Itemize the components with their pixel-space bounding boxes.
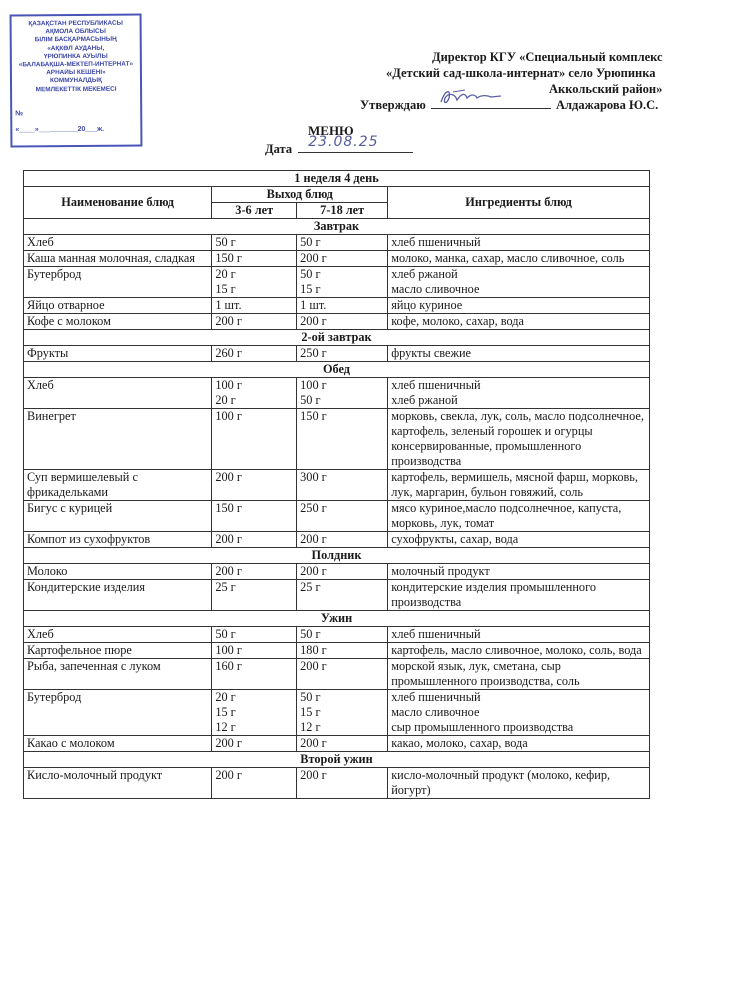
stamp-line: «АҚКӨЛ АУДАНЫ,: [47, 44, 105, 52]
yield-7-18-cell: [297, 267, 388, 298]
yield-7-18-value: 200 г: [300, 314, 327, 328]
yield-7-18-value: 200 г: [300, 251, 327, 265]
dish-name: Каша манная молочная, сладкая: [24, 251, 212, 267]
yield-7-18-cell: [297, 580, 388, 611]
stamp-text: [15, 20, 138, 95]
ingredients-value: хлеб пшеничный: [391, 627, 481, 641]
yield-7-18-value: 25 г: [300, 580, 321, 594]
dish-name: Хлеб: [24, 378, 212, 409]
yield-7-18-value: 300 г: [300, 470, 327, 484]
ingredients-cell: [388, 314, 650, 330]
meal-section-title: Второй ужин: [24, 752, 650, 768]
yield-7-18-cell: [297, 768, 388, 799]
approve-label: Утверждаю: [360, 98, 426, 112]
ingredients-value: морской язык, лук, сметана, сыр промышленного производства, соль: [391, 659, 580, 688]
yield-3-6-value: 200 г: [215, 768, 242, 782]
meal-section-row: [24, 362, 650, 378]
dish-name: Хлеб: [24, 627, 212, 643]
ingredients-column-header: Ингредиенты блюд: [388, 187, 650, 219]
yield-3-6-value: 200 г: [215, 564, 242, 578]
table-row: [24, 532, 650, 548]
table-row: [24, 736, 650, 752]
ingredients-cell: [388, 564, 650, 580]
yield-3-6-cell: [212, 235, 297, 251]
dish-name: Суп вермишелевый с фрикадельками: [24, 470, 212, 501]
yield-3-6-cell: [212, 346, 297, 362]
dish-name: Компот из сухофруктов: [24, 532, 212, 548]
dish-name: Кисло-молочный продукт: [24, 768, 212, 799]
stamp-date: «____»__________20___ж.: [15, 125, 105, 134]
yield-3-6-value: 100 г: [215, 409, 242, 423]
yield-7-18-cell: [297, 643, 388, 659]
yield-3-6-value: 100 г: [215, 643, 242, 657]
yield-3-6-value: 50 г: [215, 235, 236, 249]
yield-3-6-value: 150 г: [215, 501, 242, 515]
signature-line: [431, 96, 551, 109]
ingredients-cell: [388, 409, 650, 470]
dish-column-header: Наименование блюд: [24, 187, 212, 219]
ingredients-cell: [388, 235, 650, 251]
ingredients-value: кондитерские изделия промышленного производства: [391, 580, 596, 609]
ingredients-value: хлеб ржаной: [391, 267, 458, 281]
ingredients-cell: [388, 627, 650, 643]
meal-section-row: [24, 548, 650, 564]
ingredients-value: хлеб ржаной: [391, 393, 458, 407]
ingredients-cell: [388, 532, 650, 548]
yield-3-6-value: 15 г: [215, 282, 236, 296]
yield-3-6-cell: [212, 532, 297, 548]
yield-7-18-cell: [297, 314, 388, 330]
meal-section-title: 2-ой завтрак: [24, 330, 650, 346]
yield-7-18-value: 250 г: [300, 501, 327, 515]
yield-7-18-cell: [297, 659, 388, 690]
yield-7-18-value: 200 г: [300, 736, 327, 750]
yield-7-18-cell: [297, 251, 388, 267]
table-row: [24, 346, 650, 362]
ingredients-value: яйцо куриное: [391, 298, 463, 312]
yield-7-18-cell: [297, 627, 388, 643]
yield-3-6-value: 100 г: [215, 378, 242, 392]
ingredients-cell: [388, 736, 650, 752]
ingredients-value: хлеб пшеничный: [391, 690, 481, 704]
menu-table: [23, 170, 650, 799]
yield-3-6-cell: [212, 409, 297, 470]
ingredients-cell: [388, 768, 650, 799]
dish-name: Картофельное пюре: [24, 643, 212, 659]
dish-name: Молоко: [24, 564, 212, 580]
ingredients-value: фрукты свежие: [391, 346, 472, 360]
yield-3-6-cell: [212, 690, 297, 736]
ingredients-cell: [388, 298, 650, 314]
yield-3-6-value: 200 г: [215, 470, 242, 484]
meal-section-title: Завтрак: [24, 219, 650, 235]
yield-7-18-value: 50 г: [300, 267, 321, 281]
ingredients-cell: [388, 580, 650, 611]
meal-section-row: [24, 752, 650, 768]
yield-3-6-cell: [212, 314, 297, 330]
yield-3-6-cell: [212, 267, 297, 298]
yield-3-6-value: 1 шт.: [215, 298, 242, 312]
yield-3-6-value: 20 г: [215, 393, 236, 407]
yield-7-18-value: 50 г: [300, 393, 321, 407]
page-title: МЕНЮ: [308, 123, 354, 138]
ingredients-cell: [388, 378, 650, 409]
ingredients-value: кисло-молочный продукт (молоко, кефир, йогурт): [391, 768, 611, 797]
header-line-3: Аккольский район»: [549, 82, 663, 96]
yield-3-6-value: 200 г: [215, 314, 242, 328]
ingredients-value: хлеб пшеничный: [391, 378, 481, 392]
age-3-6-header: 3-6 лет: [212, 203, 297, 219]
yield-3-6-cell: [212, 564, 297, 580]
meal-section-title: Обед: [24, 362, 650, 378]
meal-section-row: [24, 611, 650, 627]
ingredients-cell: [388, 267, 650, 298]
ingredients-value: кофе, молоко, сахар, вода: [391, 314, 525, 328]
director-name: Алдажарова Ю.С.: [556, 98, 659, 112]
dish-name: Фрукты: [24, 346, 212, 362]
yield-7-18-value: 200 г: [300, 564, 327, 578]
date-label: Дата: [265, 142, 293, 156]
dish-name: Хлеб: [24, 235, 212, 251]
yield-3-6-cell: [212, 736, 297, 752]
dish-name: Бигус с курицей: [24, 501, 212, 532]
yield-3-6-cell: [212, 378, 297, 409]
yield-7-18-value: 50 г: [300, 235, 321, 249]
yield-3-6-value: 200 г: [215, 532, 242, 546]
yield-3-6-value: 50 г: [215, 627, 236, 641]
dish-name: Кондитерские изделия: [24, 580, 212, 611]
yield-7-18-value: 180 г: [300, 643, 327, 657]
table-row: [24, 627, 650, 643]
approval-line: [360, 96, 658, 113]
table-row: [24, 314, 650, 330]
yield-7-18-cell: [297, 346, 388, 362]
ingredients-cell: [388, 690, 650, 736]
ingredients-cell: [388, 470, 650, 501]
table-row: [24, 267, 650, 298]
ingredients-value: морковь, свекла, лук, соль, масло подсолнечное, картофель, зеленый горошек и огурцы консервированные, промышленного производства: [391, 409, 644, 468]
table-row: [24, 470, 650, 501]
table-row: [24, 298, 650, 314]
yield-7-18-value: 250 г: [300, 346, 327, 360]
stamp-line: «БАЛАБАҚША-МЕКТЕП-ИНТЕРНАТ»: [18, 60, 134, 69]
yield-7-18-value: 200 г: [300, 659, 327, 673]
header-line-1: Директор КГУ «Специальный комплекс: [432, 50, 663, 64]
dish-name: Яйцо отварное: [24, 298, 212, 314]
yield-3-6-cell: [212, 768, 297, 799]
table-row: [24, 251, 650, 267]
table-row: [24, 409, 650, 470]
table-row: [24, 643, 650, 659]
ingredients-value: картофель, масло сливочное, молоко, соль, вода: [391, 643, 642, 657]
yield-3-6-value: 150 г: [215, 251, 242, 265]
table-row: [24, 235, 650, 251]
yield-7-18-cell: [297, 298, 388, 314]
yield-7-18-cell: [297, 409, 388, 470]
yield-7-18-value: 1 шт.: [300, 298, 327, 312]
yield-3-6-cell: [212, 470, 297, 501]
ingredients-value: сыр промышленного производства: [391, 720, 574, 734]
yield-3-6-value: 20 г: [215, 267, 236, 281]
stamp-number: №: [15, 110, 24, 118]
yield-3-6-value: 260 г: [215, 346, 242, 360]
ingredients-value: масло сливочное: [391, 705, 480, 719]
age-7-18-header: 7-18 лет: [297, 203, 388, 219]
yield-3-6-value: 25 г: [215, 580, 236, 594]
dish-name: Бутерброд: [24, 267, 212, 298]
stamp-line: КОММУНАЛДЫҚ: [49, 77, 103, 85]
stamp-line: ҚАЗАҚСТАН РЕСПУБЛИКАСЫ: [28, 19, 123, 28]
stamp-line: ҮРЮПИНКА АУЫЛЫ: [43, 52, 108, 61]
dish-name: Рыба, запеченная с луком: [24, 659, 212, 690]
meal-section-title: Ужин: [24, 611, 650, 627]
ingredients-value: масло сливочное: [391, 282, 480, 296]
ingredients-cell: [388, 659, 650, 690]
yield-7-18-cell: [297, 501, 388, 532]
stamp-line: МЕМЛЕКЕТТІК МЕКЕМЕСІ: [35, 85, 117, 93]
signature-icon: [435, 86, 505, 108]
table-row: [24, 564, 650, 580]
yield-3-6-value: 15 г: [215, 705, 236, 719]
yield-7-18-value: 15 г: [300, 282, 321, 296]
yield-7-18-cell: [297, 736, 388, 752]
yield-3-6-value: 200 г: [215, 736, 242, 750]
ingredients-cell: [388, 643, 650, 659]
date-line: [298, 134, 413, 153]
yield-7-18-cell: [297, 690, 388, 736]
ingredients-cell: [388, 251, 650, 267]
yield-7-18-value: 150 г: [300, 409, 327, 423]
yield-3-6-cell: [212, 251, 297, 267]
ingredients-value: сухофрукты, сахар, вода: [391, 532, 519, 546]
date-value: 23.08.25: [308, 134, 379, 150]
yield-3-6-value: 12 г: [215, 720, 236, 734]
yield-7-18-cell: [297, 470, 388, 501]
yield-7-18-cell: [297, 235, 388, 251]
table-row: [24, 580, 650, 611]
yield-3-6-cell: [212, 501, 297, 532]
yield-7-18-value: 50 г: [300, 690, 321, 704]
yield-3-6-cell: [212, 643, 297, 659]
ingredients-value: хлеб пшеничный: [391, 235, 481, 249]
official-stamp: [10, 14, 143, 148]
yield-7-18-value: 100 г: [300, 378, 327, 392]
yield-3-6-cell: [212, 659, 297, 690]
ingredients-cell: [388, 346, 650, 362]
table-row: [24, 768, 650, 799]
dish-name: Бутерброд: [24, 690, 212, 736]
ingredients-value: молочный продукт: [391, 564, 490, 578]
dish-name: Какао с молоком: [24, 736, 212, 752]
yield-7-18-value: 15 г: [300, 705, 321, 719]
yield-7-18-value: 200 г: [300, 768, 327, 782]
meal-section-row: [24, 330, 650, 346]
yield-7-18-cell: [297, 564, 388, 580]
dish-name: Кофе с молоком: [24, 314, 212, 330]
dish-name: Винегрет: [24, 409, 212, 470]
yield-column-header: Выход блюд: [212, 187, 388, 203]
table-row: [24, 378, 650, 409]
yield-7-18-cell: [297, 532, 388, 548]
stamp-line: БІЛІМ БАСҚАРМАСЫНЫҢ: [34, 36, 117, 44]
stamp-line: АҚМОЛА ОБЛЫСЫ: [45, 27, 106, 36]
meal-section-row: [24, 219, 650, 235]
yield-7-18-cell: [297, 378, 388, 409]
yield-3-6-cell: [212, 580, 297, 611]
yield-3-6-cell: [212, 627, 297, 643]
stamp-line: АРНАЙЫ КЕШЕНІ»: [46, 69, 106, 77]
ingredients-value: какао, молоко, сахар, вода: [391, 736, 528, 750]
yield-7-18-value: 12 г: [300, 720, 321, 734]
date-row: [265, 134, 413, 157]
yield-7-18-value: 50 г: [300, 627, 321, 641]
yield-3-6-cell: [212, 298, 297, 314]
table-row: [24, 501, 650, 532]
header-line-2: «Детский сад-школа-интернат» село Урюпинка: [386, 66, 656, 80]
ingredients-value: молоко, манка, сахар, масло сливочное, соль: [391, 251, 625, 265]
table-row: [24, 659, 650, 690]
yield-7-18-value: 200 г: [300, 532, 327, 546]
yield-3-6-value: 160 г: [215, 659, 242, 673]
ingredients-value: мясо куриное,масло подсолнечное, капуста, морковь, лук, томат: [391, 501, 622, 530]
week-day-header: 1 неделя 4 день: [24, 171, 650, 187]
table-row: [24, 690, 650, 736]
yield-3-6-value: 20 г: [215, 690, 236, 704]
ingredients-value: картофель, вермишель, мясной фарш, морковь, лук, маргарин, бульон говяжий, соль: [391, 470, 638, 499]
meal-section-title: Полдник: [24, 548, 650, 564]
ingredients-cell: [388, 501, 650, 532]
